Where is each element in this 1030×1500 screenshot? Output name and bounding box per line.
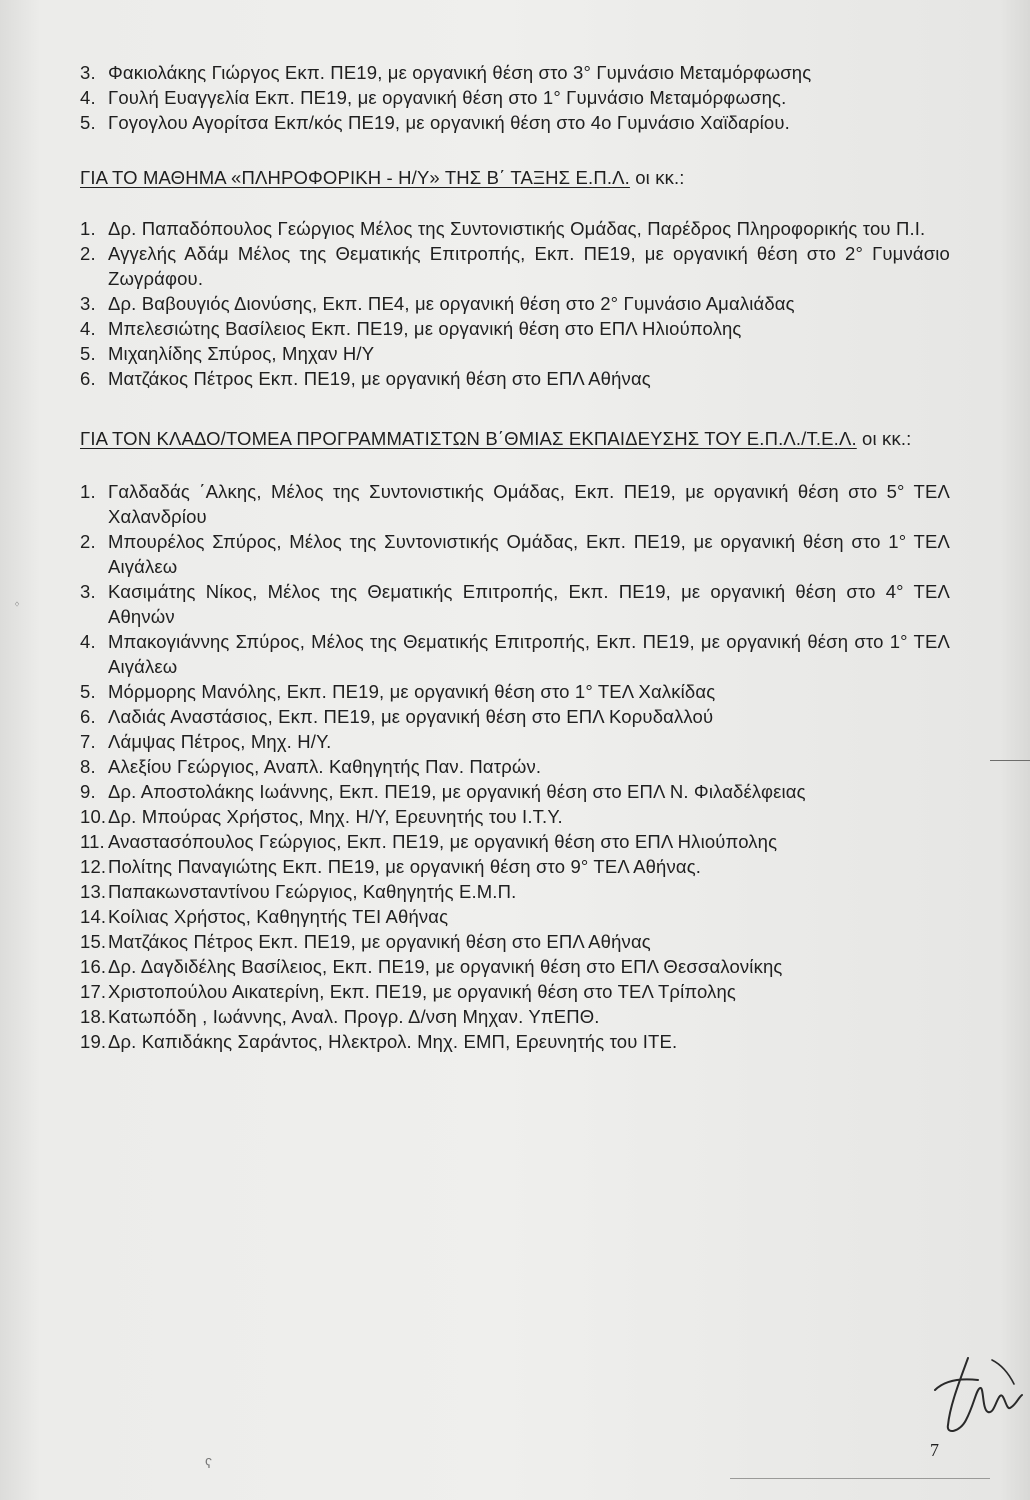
list-item [80, 579, 950, 629]
section-heading-suffix: οι κκ.: [856, 428, 912, 449]
item-number: 10. [80, 806, 107, 827]
list-item [80, 241, 950, 291]
document-body [80, 60, 950, 1054]
list-item [80, 754, 950, 779]
section-heading-programmers [80, 427, 950, 451]
list-item [80, 879, 950, 904]
item-number: 3. [80, 293, 96, 314]
item-number: 6. [80, 368, 96, 389]
list-item [80, 341, 950, 366]
list-item [80, 804, 950, 829]
item-number: 1. [80, 218, 96, 239]
programmers-members-list [80, 479, 950, 1054]
item-number: 4. [80, 318, 96, 339]
item-number: 17. [80, 981, 107, 1002]
bottom-margin-mark: ʕ [205, 1455, 212, 1471]
page-number: 7 [930, 1440, 939, 1460]
list-item [80, 729, 950, 754]
item-text: Κασιμάτης Νίκος, Μέλος της Θεματικής Επιτροπής, Εκπ. ΠΕ19, με οργανική θέση στο 4° ΤΕΛ Αθηνών [108, 581, 950, 627]
list-item [80, 60, 950, 85]
item-text: Φακιολάκης Γιώργος Εκπ. ΠΕ19, με οργανική θέση στο 3° Γυμνάσιο Μεταμόρφωσης [108, 62, 812, 83]
item-text: Μπουρέλος Σπύρος, Μέλος της Συντονιστικής Ομάδας, Εκπ. ΠΕ19, με οργανική θέση στο 1° ΤΕΛ Αιγάλεω [108, 531, 950, 577]
list-item [80, 216, 950, 241]
list-item [80, 1004, 950, 1029]
handwritten-signature-icon [930, 1350, 1025, 1440]
item-number: 3. [80, 62, 96, 83]
list-item [80, 629, 950, 679]
item-text: Μπελεσιώτης Βασίλειος Εκπ. ΠΕ19, με οργανική θέση στο ΕΠΛ Ηλιούπολης [108, 318, 742, 339]
item-text: Δρ. Δαγδιδέλης Βασίλειος, Εκπ. ΠΕ19, με οργανική θέση στο ΕΠΛ Θεσσαλονίκης [108, 956, 783, 977]
item-text: Γουλή Ευαγγελία Εκπ. ΠΕ19, με οργανική θέση στο 1° Γυμνάσιο Μεταμόρφωσης. [108, 87, 787, 108]
item-number: 18. [80, 1006, 107, 1027]
item-number: 15. [80, 931, 107, 952]
list-item [80, 954, 950, 979]
item-text: Πολίτης Παναγιώτης Εκπ. ΠΕ19, με οργανική θέση στο 9° ΤΕΛ Αθήνας. [108, 856, 702, 877]
list-item [80, 479, 950, 529]
item-number: 5. [80, 112, 96, 133]
list-item [80, 779, 950, 804]
item-number: 2. [80, 243, 96, 264]
item-text: Παπακωνσταντίνου Γεώργιος, Καθηγητής Ε.Μ.Π. [108, 881, 517, 902]
item-number: 14. [80, 906, 107, 927]
item-number: 5. [80, 343, 96, 364]
item-number: 16. [80, 956, 107, 977]
margin-mark: ᛜ [14, 600, 20, 611]
item-number: 19. [80, 1031, 107, 1052]
section-heading-suffix: οι κκ.: [629, 167, 685, 188]
list-item [80, 85, 950, 110]
list-item [80, 704, 950, 729]
item-text: Γαλδαδάς ΄Αλκης, Μέλος της Συντονιστικής Ομάδας, Εκπ. ΠΕ19, με οργανική θέση στο 5° ΤΕΛ Χαλανδρίου [108, 481, 950, 527]
item-text: Λάμψας Πέτρος, Μηχ. Η/Υ. [108, 731, 332, 752]
item-number: 13. [80, 881, 107, 902]
list-item [80, 929, 950, 954]
item-text: Γογογλου Αγορίτσα Εκπ/κός ΠΕ19, με οργανική θέση στο 4ο Γυμνάσιο Χαϊδαρίου. [108, 112, 790, 133]
list-item [80, 316, 950, 341]
item-number: 12. [80, 856, 107, 877]
list-item [80, 366, 950, 391]
item-text: Ματζάκος Πέτρος Εκπ. ΠΕ19, με οργανική θέση στο ΕΠΛ Αθήνας [108, 931, 651, 952]
item-text: Αναστασόπουλος Γεώργιος, Εκπ. ΠΕ19, με οργανική θέση στο ΕΠΛ Ηλιούπολης [108, 831, 778, 852]
footer-rule [730, 1478, 990, 1479]
item-text: Κοίλιας Χρήστος, Καθηγητής ΤΕΙ Αθήνας [108, 906, 449, 927]
informatics-members-list [80, 216, 950, 391]
item-number: 6. [80, 706, 96, 727]
section-heading-text: ΓΙΑ ΤΟΝ ΚΛΑΔΟ/ΤΟΜΕΑ ΠΡΟΓΡΑΜΜΑΤΙΣΤΩΝ Β΄ΘΜΙΑΣ ΕΚΠΑΙΔΕΥΣΗΣ ΤΟΥ Ε.Π.Λ./Τ.Ε.Λ. [80, 428, 857, 449]
item-text: Δρ. Παπαδόπουλος Γεώργιος Μέλος της Συντονιστικής Ομάδας, Παρέδρος Πληροφορικής του Π.Ι. [108, 218, 926, 239]
list-item [80, 829, 950, 854]
item-number: 4. [80, 87, 96, 108]
list-item [80, 529, 950, 579]
item-text: Δρ. Βαβουγιός Διονύσης, Εκπ. ΠΕ4, με οργανική θέση στο 2° Γυμνάσιο Αμαλιάδας [108, 293, 795, 314]
item-text: Αλεξίου Γεώργιος, Αναπλ. Καθηγητής Παν. Πατρών. [108, 756, 542, 777]
margin-tick-line [990, 760, 1030, 761]
list-item [80, 679, 950, 704]
list-item [80, 110, 950, 135]
item-number: 11. [80, 831, 105, 852]
item-number: 3. [80, 581, 96, 602]
item-text: Ματζάκος Πέτρος Εκπ. ΠΕ19, με οργανική θέση στο ΕΠΛ Αθήνας [108, 368, 651, 389]
item-number: 8. [80, 756, 96, 777]
list-item [80, 1029, 950, 1054]
section-heading-text: ΓΙΑ ΤΟ ΜΑΘΗΜΑ «ΠΛΗΡΟΦΟΡΙΚΗ - Η/Υ» ΤΗΣ Β΄ ΤΑΞΗΣ Ε.Π.Λ. [80, 167, 630, 188]
item-number: 9. [80, 781, 96, 802]
item-text: Κατωπόδη , Ιωάννης, Αναλ. Προγρ. Δ/νση Μηχαν. ΥπΕΠΘ. [108, 1006, 600, 1027]
item-number: 5. [80, 681, 96, 702]
item-number: 7. [80, 731, 96, 752]
list-item [80, 854, 950, 879]
list-item [80, 291, 950, 316]
item-number: 2. [80, 531, 96, 552]
intro-list [80, 60, 950, 135]
list-item [80, 904, 950, 929]
item-number: 1. [80, 481, 96, 502]
item-text: Χριστοπούλου Αικατερίνη, Εκπ. ΠΕ19, με οργανική θέση στο ΤΕΛ Τρίπολης [108, 981, 736, 1002]
item-text: Αγγελής Αδάμ Μέλος της Θεματικής Επιτροπής, Εκπ. ΠΕ19, με οργανική θέση στο 2° Γυμνάσιο Ζωγράφου. [108, 243, 950, 289]
item-text: Δρ. Αποστολάκης Ιωάννης, Εκπ. ΠΕ19, με οργανική θέση στο ΕΠΛ Ν. Φιλαδέλφειας [108, 781, 806, 802]
item-text: Μπακογιάννης Σπύρος, Μέλος της Θεματικής Επιτροπής, Εκπ. ΠΕ19, με οργανική θέση στο 1° ΤΕΛ Αιγάλεω [108, 631, 950, 677]
item-text: Δρ. Καπιδάκης Σαράντος, Ηλεκτρολ. Μηχ. ΕΜΠ, Ερευνητής του ΙΤΕ. [108, 1031, 678, 1052]
item-text: Μιχαηλίδης Σπύρος, Μηχαν Η/Υ [108, 343, 375, 364]
item-number: 4. [80, 631, 96, 652]
list-item [80, 979, 950, 1004]
item-text: Δρ. Μπούρας Χρήστος, Μηχ. Η/Υ, Ερευνητής του Ι.Τ.Υ. [108, 806, 563, 827]
item-text: Λαδιάς Αναστάσιος, Εκπ. ΠΕ19, με οργανική θέση στο ΕΠΛ Κορυδαλλού [108, 706, 714, 727]
section-heading-informatics [80, 165, 950, 190]
item-text: Μόρμορης Μανόλης, Εκπ. ΠΕ19, με οργανική θέση στο 1° ΤΕΛ Χαλκίδας [108, 681, 716, 702]
